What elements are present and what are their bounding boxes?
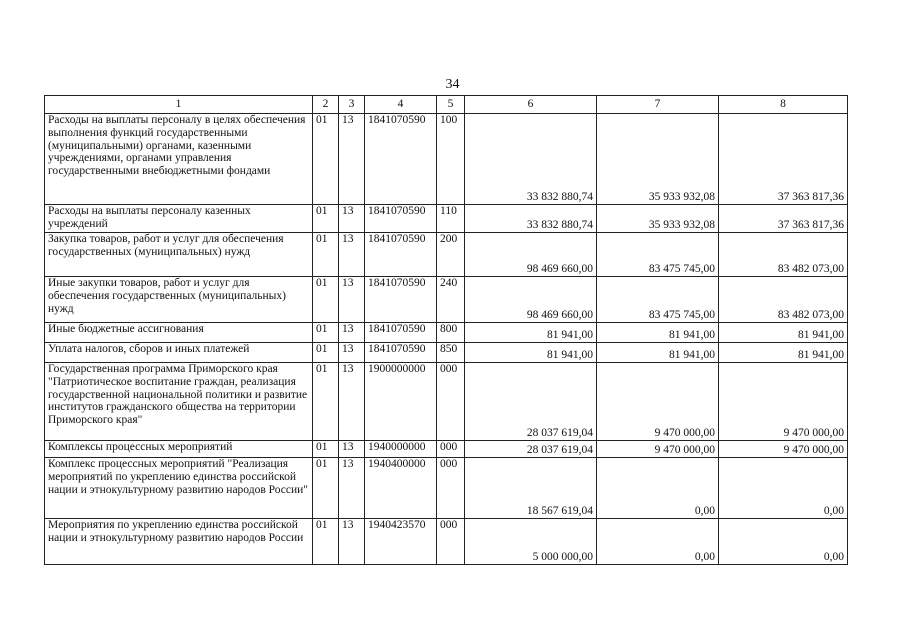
row-name: Комплекс процессных мероприятий "Реализация мероприятий по укреплению единства российской нации и этнокультурному развитию народов России" [45,458,313,519]
section-code: 01 [313,519,339,565]
amount-col-7: 0,00 [597,458,719,519]
expense-type-code: 240 [437,277,465,323]
amount-col-7: 83 475 745,00 [597,233,719,277]
section-code: 01 [313,277,339,323]
table-row [45,205,848,233]
expense-type-code: 000 [437,519,465,565]
table-row [45,519,848,565]
section-code: 01 [313,114,339,205]
subsection-code: 13 [339,114,365,205]
header-cell-7: 7 [597,96,719,114]
section-code: 01 [313,205,339,233]
page-number: 34 [445,77,460,92]
section-code: 01 [313,323,339,343]
header-row [45,96,848,114]
amount-col-7: 9 470 000,00 [597,441,719,458]
expense-type-code: 200 [437,233,465,277]
target-article-code: 1841070590 [365,205,437,233]
amount-col-8: 37 363 817,36 [719,114,848,205]
amount-col-6: 28 037 619,04 [465,441,597,458]
amount-col-8: 37 363 817,36 [719,205,848,233]
header-cell-3: 3 [339,96,365,114]
table-row [45,441,848,458]
target-article-code: 1900000000 [365,363,437,441]
target-article-code: 1841070590 [365,343,437,363]
table-row [45,233,848,277]
amount-col-6: 5 000 000,00 [465,519,597,565]
header-cell-6: 6 [465,96,597,114]
target-article-code: 1841070590 [365,233,437,277]
amount-col-7: 9 470 000,00 [597,363,719,441]
amount-col-7: 81 941,00 [597,343,719,363]
row-name: Государственная программа Приморского края "Патриотическое воспитание граждан, реализация государственной национальной политики и развитие институтов гражданского общества на территории Приморского края" [45,363,313,441]
table-row [45,458,848,519]
amount-col-8: 9 470 000,00 [719,363,848,441]
row-name: Мероприятия по укреплению единства российской нации и этнокультурному развитию народов России [45,519,313,565]
header-cell-2: 2 [313,96,339,114]
header-cell-5: 5 [437,96,465,114]
amount-col-8: 83 482 073,00 [719,233,848,277]
target-article-code: 1940423570 [365,519,437,565]
subsection-code: 13 [339,323,365,343]
amount-col-6: 33 832 880,74 [465,205,597,233]
table-body [45,96,848,565]
table-row [45,323,848,343]
table-row [45,114,848,205]
row-name: Иные бюджетные ассигнования [45,323,313,343]
amount-col-6: 98 469 660,00 [465,277,597,323]
section-code: 01 [313,458,339,519]
row-name: Иные закупки товаров, работ и услуг для обеспечения государственных (муниципальных) нужд [45,277,313,323]
amount-col-6: 28 037 619,04 [465,363,597,441]
target-article-code: 1841070590 [365,323,437,343]
subsection-code: 13 [339,343,365,363]
amount-col-7: 0,00 [597,519,719,565]
subsection-code: 13 [339,441,365,458]
expense-type-code: 850 [437,343,465,363]
expense-type-code: 000 [437,441,465,458]
expense-type-code: 000 [437,458,465,519]
header-cell-8: 8 [719,96,848,114]
amount-col-7: 81 941,00 [597,323,719,343]
amount-col-6: 81 941,00 [465,323,597,343]
section-code: 01 [313,441,339,458]
target-article-code: 1940400000 [365,458,437,519]
amount-col-7: 35 933 932,08 [597,205,719,233]
subsection-code: 13 [339,519,365,565]
header-cell-1: 1 [45,96,313,114]
amount-col-6: 18 567 619,04 [465,458,597,519]
target-article-code: 1841070590 [365,277,437,323]
amount-col-8: 81 941,00 [719,323,848,343]
target-article-code: 1841070590 [365,114,437,205]
row-name: Уплата налогов, сборов и иных платежей [45,343,313,363]
amount-col-7: 35 933 932,08 [597,114,719,205]
expense-type-code: 100 [437,114,465,205]
row-name: Закупка товаров, работ и услуг для обеспечения государственных (муниципальных) нужд [45,233,313,277]
amount-col-8: 0,00 [719,519,848,565]
amount-col-8: 81 941,00 [719,343,848,363]
section-code: 01 [313,343,339,363]
subsection-code: 13 [339,277,365,323]
section-code: 01 [313,233,339,277]
table-row [45,343,848,363]
amount-col-8: 0,00 [719,458,848,519]
row-name: Расходы на выплаты персоналу в целях обеспечения выполнения функций государственными (муниципальными) органами, казенными учреждениями, органами управления государственными внебюджетными фондами [45,114,313,205]
amount-col-8: 83 482 073,00 [719,277,848,323]
subsection-code: 13 [339,233,365,277]
target-article-code: 1940000000 [365,441,437,458]
row-name: Расходы на выплаты персоналу казенных учреждений [45,205,313,233]
subsection-code: 13 [339,458,365,519]
section-code: 01 [313,363,339,441]
table-row [45,277,848,323]
amount-col-6: 98 469 660,00 [465,233,597,277]
header-cell-4: 4 [365,96,437,114]
expense-type-code: 800 [437,323,465,343]
table-row [45,363,848,441]
amount-col-6: 33 832 880,74 [465,114,597,205]
subsection-code: 13 [339,205,365,233]
amount-col-7: 83 475 745,00 [597,277,719,323]
amount-col-8: 9 470 000,00 [719,441,848,458]
row-name: Комплексы процессных мероприятий [45,441,313,458]
expense-type-code: 110 [437,205,465,233]
budget-table [44,95,848,565]
amount-col-6: 81 941,00 [465,343,597,363]
expense-type-code: 000 [437,363,465,441]
subsection-code: 13 [339,363,365,441]
